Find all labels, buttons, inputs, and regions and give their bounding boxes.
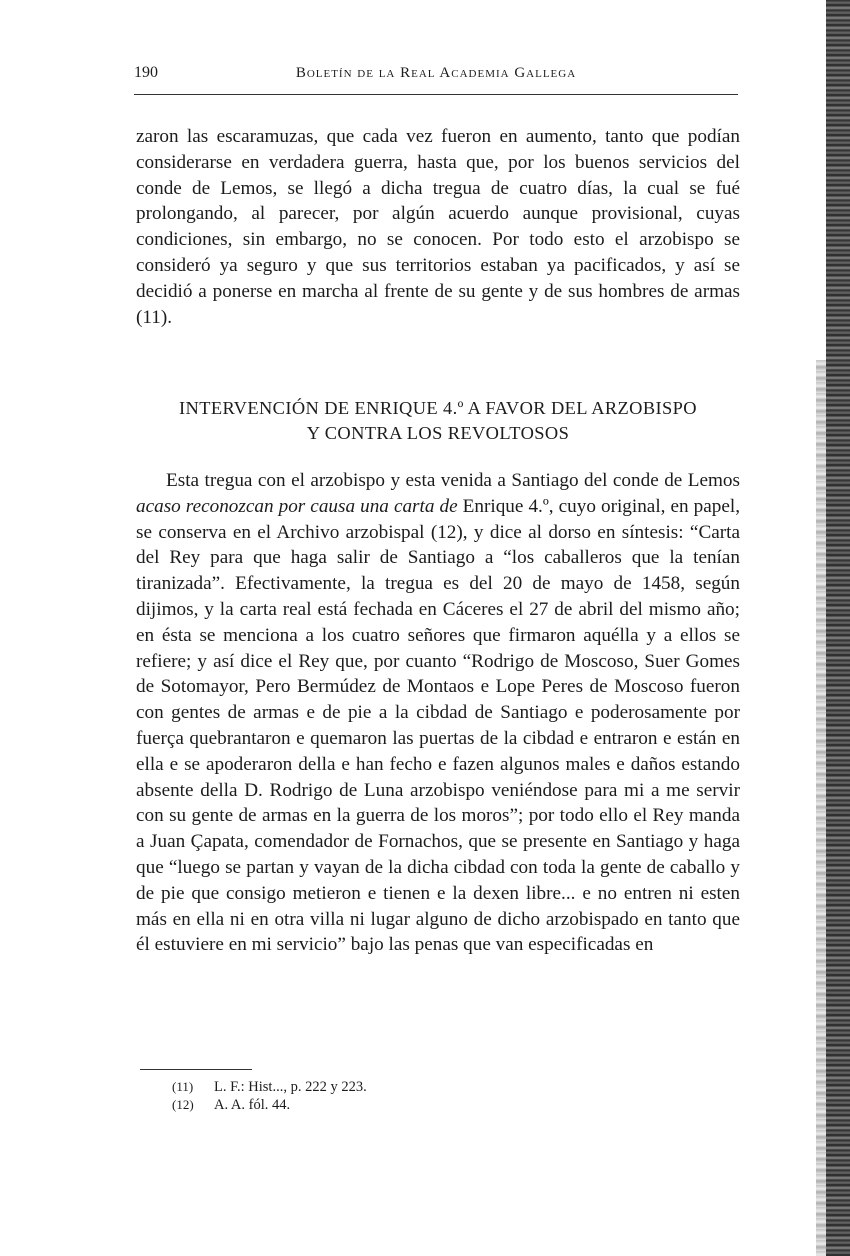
footnote-mark: (11) — [172, 1079, 194, 1094]
page-number: 190 — [134, 64, 158, 81]
footnote-11 — [172, 1078, 732, 1096]
body-paragraph-text — [136, 468, 740, 958]
page-header — [134, 64, 738, 86]
footnote-12 — [172, 1096, 732, 1114]
continuation-paragraph — [136, 124, 740, 330]
footnote-mark: (12) — [172, 1097, 194, 1112]
header-rule — [134, 94, 738, 95]
footnote-text: L. F.: Hist..., p. 222 y 223. — [214, 1079, 367, 1095]
page-edge-shadow — [816, 360, 826, 1256]
footnotes — [172, 1078, 732, 1114]
body-paragraph — [136, 468, 740, 958]
body-lead: Esta tregua con el arzobispo y esta venida a Santiago del conde de Lemos — [166, 470, 740, 491]
footnote-rule — [140, 1069, 252, 1070]
running-title: Boletín de la Real Academia Gallega — [295, 65, 577, 81]
section-heading — [136, 396, 740, 446]
section-heading-line-2: Y CONTRA LOS REVOLTOSOS — [306, 423, 570, 443]
footnote-text: A. A. fól. 44. — [214, 1097, 291, 1113]
book-spine-edge — [826, 0, 850, 1256]
body-italic: acaso reconozcan por causa una carta de — [136, 495, 458, 517]
body-rest: Enrique 4.º, cuyo original, en papel, se conserva en el Archivo arzobispal (12), y dice al dorso en síntesis: “Carta del Rey para que haga salir de Santiago a “los caballeros que la tenían tiranizada”. Efectivamente, la tregua es del 20 de mayo de 1458, según dijimos, y la carta real está fechada en Cáceres el 27 de abril del mismo año; en ésta se menciona a los cuatro señores que firmaron aquélla y a ellos se refiere; y así dice el Rey que, por cuanto “Rodrigo de Moscoso, Suer Gomes de Sotomayor, Pero Bermúdez de Montaos e Lope Peres de Moscoso fueron con gentes de armas e de pie a la cibdad de Santiago e poderosamente por fuerça quebrantaron e quemaron las puertas de la cibdad e entraron e están en ella e se apoderaron della e han fecho e fazen algunos males e daños estando absente della D. Rodrigo de Luna arzobispo veniéndose para mi a me servir con su gente de armas en la guerra de los moros”; por todo ello el Rey manda a Juan Çapata, comendador de Fornachos, que se presente en Santiago y haga que “luego se partan y vayan de la dicha cibdad con toda la gente de caballo y de pie que consigo metieron e tienen e la dexen libre... e no entren ni esten más en ella ni en otra villa ni lugar alguno de dicho arzobispado en tanto que él estuviere en mi servicio” bajo las penas que van especificadas en — [136, 495, 740, 956]
paragraph-text: zaron las escaramuzas, que cada vez fueron en aumento, tanto que podían considerarse en verdadera guerra, hasta que, por los buenos servicios del conde de Lemos, se llegó a dicha tregua de cuatro días, la cual se fué prolongando, al parecer, por algún acuerdo aunque provisional, cuyas condiciones, sin embargo, no se conocen. Por todo esto el arzobispo se consideró ya seguro y que sus territorios estaban ya pacificados, y así se decidió a ponerse en marcha al frente de su gente y de sus hombres de armas (11). — [136, 126, 740, 328]
section-heading-line-1: INTERVENCIÓN DE ENRIQUE 4.º A FAVOR DEL ARZOBISPO — [178, 398, 697, 418]
